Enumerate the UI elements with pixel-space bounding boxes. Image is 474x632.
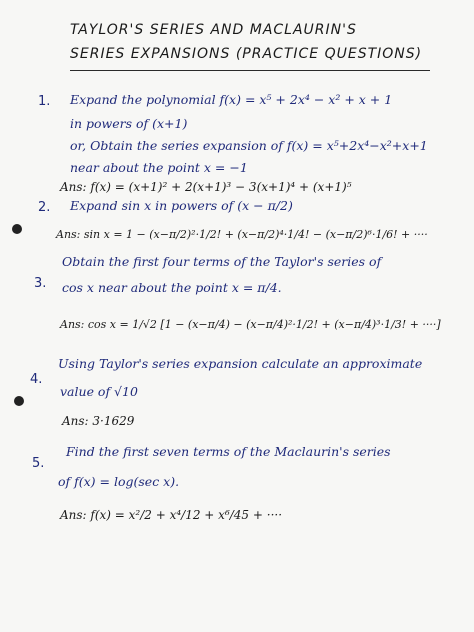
question-number-4: 4.	[30, 372, 43, 387]
title-line-1: TAYLOR'S SERIES AND MACLAURIN'S	[70, 22, 357, 38]
answer-3: Ans: cos x = 1/√2 [1 − (x−π/4) − (x−π/4)²·1/2! + (x−π/4)³·1/3! + ····]	[60, 318, 441, 331]
question-5-line-2: of f(x) = log(sec x).	[58, 474, 180, 489]
answer-4: Ans: 3·1629	[62, 414, 135, 428]
question-number-3: 3.	[34, 276, 47, 291]
question-1-line-4: near about the point x = −1	[70, 160, 248, 175]
title-line-2: SERIES EXPANSIONS (PRACTICE QUESTIONS)	[70, 46, 423, 62]
question-3-line-2: cos x near about the point x = π/4.	[62, 280, 282, 295]
binder-hole	[14, 396, 24, 406]
question-1-line-2: in powers of (x+1)	[70, 116, 188, 131]
question-5-line-1: Find the first seven terms of the Maclaurin's series	[66, 444, 391, 459]
question-4-line-1: Using Taylor's series expansion calculate an approximate	[58, 356, 423, 371]
title-underline	[70, 70, 430, 71]
question-1-line-3: or, Obtain the series expansion of f(x) = x⁵+2x⁴−x²+x+1	[70, 138, 428, 153]
question-number-2: 2.	[38, 200, 51, 215]
binder-hole	[12, 224, 22, 234]
answer-2: Ans: sin x = 1 − (x−π/2)²·1/2! + (x−π/2)⁴·1/4! − (x−π/2)⁶·1/6! + ····	[56, 228, 428, 241]
question-number-5: 5.	[32, 456, 45, 471]
question-2-line-1: Expand sin x in powers of (x − π/2)	[70, 198, 293, 213]
answer-5: Ans: f(x) = x²/2 + x⁴/12 + x⁶/45 + ····	[60, 508, 283, 522]
answer-1: Ans: f(x) = (x+1)² + 2(x+1)³ − 3(x+1)⁴ + (x+1)⁵	[60, 180, 352, 194]
question-number-1: 1.	[38, 94, 51, 109]
question-1-line-1: Expand the polynomial f(x) = x⁵ + 2x⁴ − x² + x + 1	[70, 92, 393, 107]
question-3-line-1: Obtain the first four terms of the Taylor's series of	[62, 254, 382, 269]
question-4-line-2: value of √10	[60, 384, 138, 399]
